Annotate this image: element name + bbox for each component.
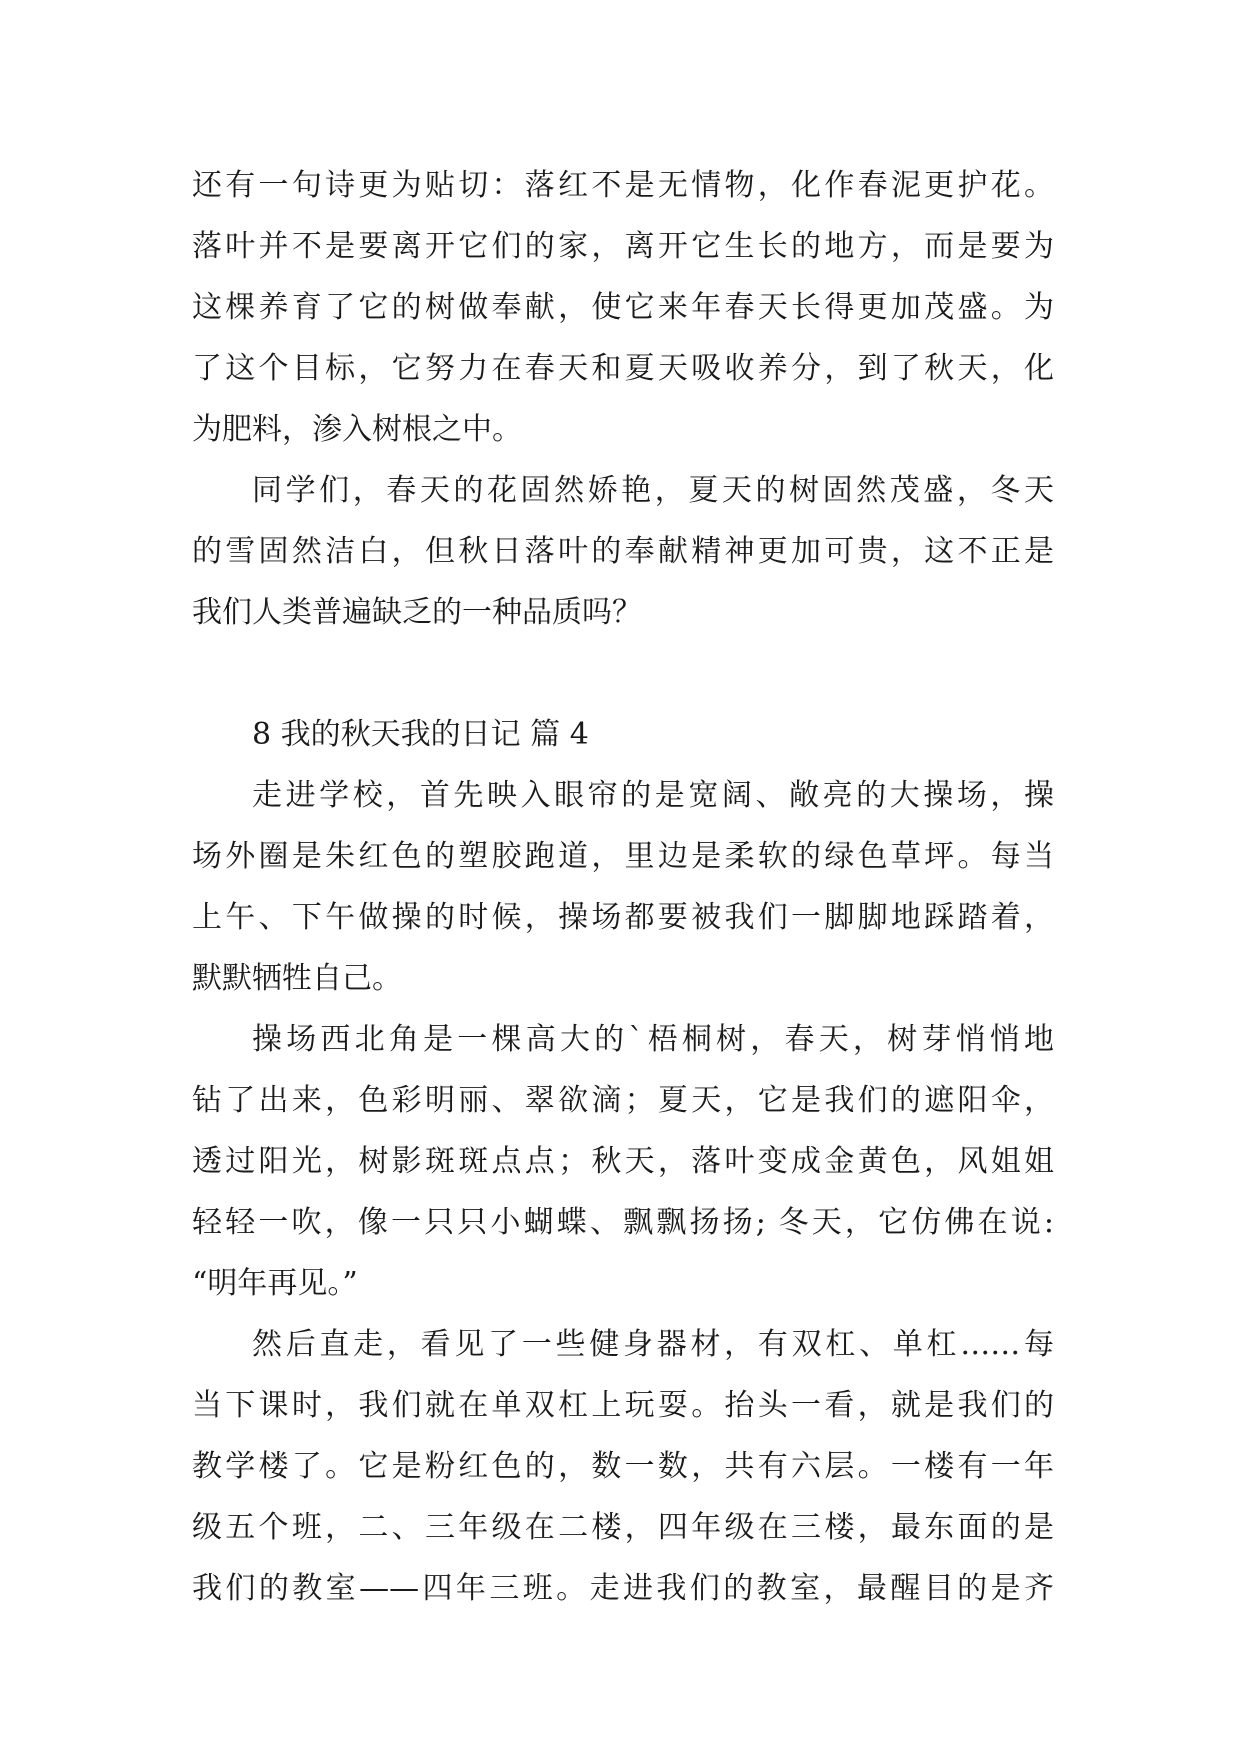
text-line: 同学们，春天的花固然娇艳，夏天的树固然茂盛，冬天	[252, 473, 1054, 508]
text-line: 我们人类普遍缺乏的一种品质吗？	[192, 595, 642, 630]
text-line: 了这个目标，它努力在春天和夏天吸收养分，到了秋天，化	[192, 351, 1054, 386]
paragraph-conclusion	[192, 460, 1054, 643]
text-line: 为肥料，渗入树根之中。	[192, 412, 522, 447]
text-line: 级五个班，二、三年级在二楼，四年级在三楼，最东面的是	[192, 1510, 1054, 1545]
document-page	[192, 155, 1054, 1619]
text-line: “明年再见。”	[192, 1266, 358, 1301]
text-line: 上午、下午做操的时候，操场都要被我们一脚脚地踩踏着，	[192, 900, 1054, 935]
text-line: 操场西北角是一棵高大的`梧桐树，春天，树芽悄悄地	[252, 1022, 1054, 1057]
text-line: 的雪固然洁白，但秋日落叶的奉献精神更加可贵，这不正是	[192, 534, 1054, 569]
text-line: 默默牺牲自己。	[192, 961, 402, 996]
text-line: 走进学校，首先映入眼帘的是宽阔、敞亮的大操场，操	[252, 778, 1054, 813]
text-line: 轻轻一吹，像一只只小蝴蝶、飘飘扬扬; 冬天，它仿佛在说:	[192, 1205, 1054, 1240]
text-line: 透过阳光，树影斑斑点点；秋天，落叶变成金黄色，风姐姐	[192, 1144, 1054, 1179]
paragraph-poem-reflection	[192, 155, 1054, 460]
text-line: 我们的教室——四年三班。走进我们的教室，最醒目的是齐	[192, 1571, 1054, 1606]
paragraph-tree	[192, 1009, 1054, 1314]
blank-line	[192, 643, 1054, 704]
text-line: 当下课时，我们就在单双杠上玩耍。抬头一看，就是我们的	[192, 1388, 1054, 1423]
section-heading: 8 我的秋天我的日记 篇 4	[252, 717, 589, 752]
text-line: 教学楼了。它是粉红色的，数一数，共有六层。一楼有一年	[192, 1449, 1054, 1484]
text-line: 这棵养育了它的树做奉献，使它来年春天长得更加茂盛。为	[192, 290, 1054, 325]
text-line: 还有一句诗更为贴切：落红不是无情物，化作春泥更护花。	[192, 168, 1054, 203]
paragraph-playground	[192, 765, 1054, 1009]
text-line: 场外圈是朱红色的塑胶跑道，里边是柔软的绿色草坪。每当	[192, 839, 1054, 874]
text-line: 然后直走，看见了一些健身器材，有双杠、单杠……每	[252, 1327, 1054, 1362]
paragraph-building	[192, 1314, 1054, 1619]
text-line: 落叶并不是要离开它们的家，离开它生长的地方，而是要为	[192, 229, 1054, 264]
text-line: 钻了出来，色彩明丽、翠欲滴；夏天，它是我们的遮阳伞，	[192, 1083, 1054, 1118]
